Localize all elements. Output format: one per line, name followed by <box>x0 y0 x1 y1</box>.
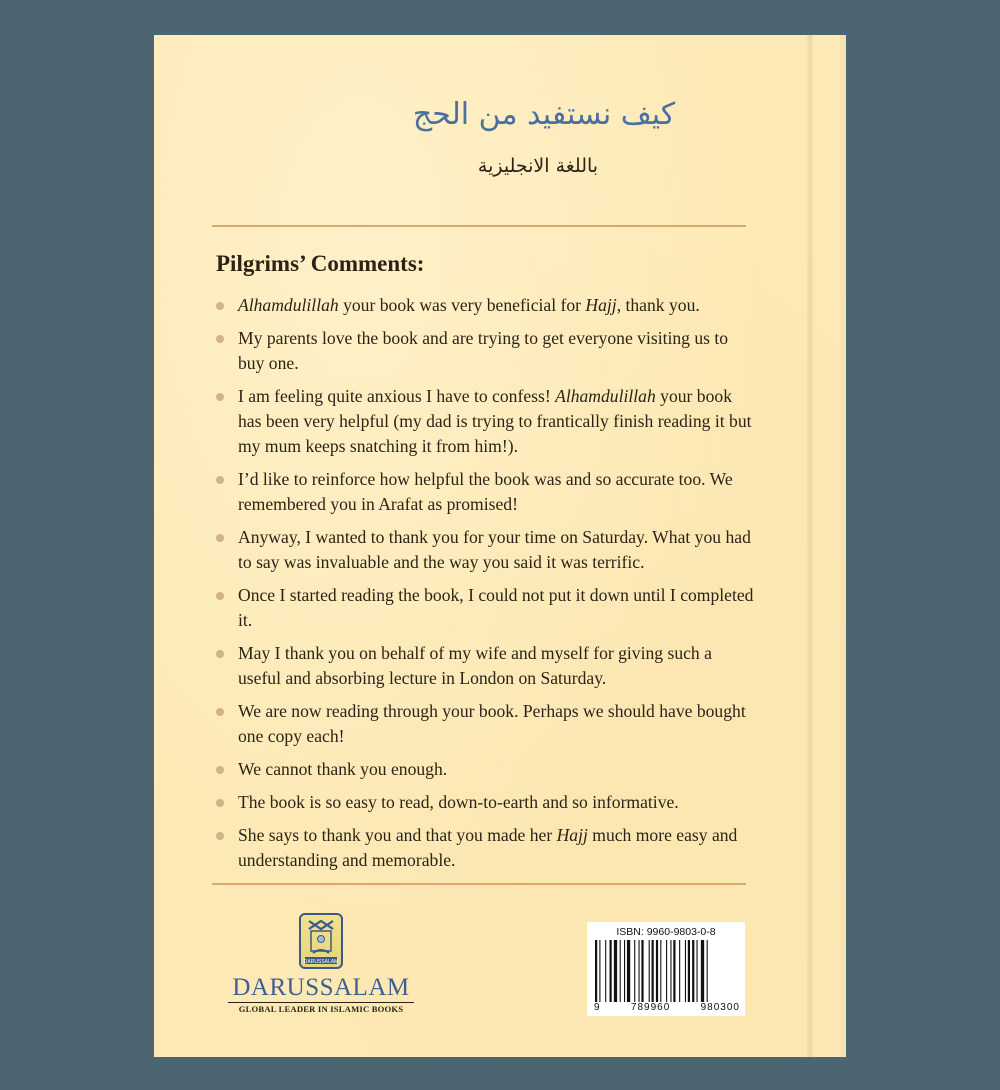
book-back-cover <box>154 35 846 1057</box>
comment-item <box>216 757 756 782</box>
barcode-digit-group: 9 <box>594 1002 601 1013</box>
bullet-icon <box>216 335 224 343</box>
spine-crease <box>806 35 814 1057</box>
comment-text: I am feeling quite anxious I have to confess! <box>238 386 556 406</box>
bullet-icon <box>216 476 224 484</box>
bullet-icon <box>216 592 224 600</box>
bullet-icon <box>216 393 224 401</box>
barcode-digits <box>593 1002 741 1013</box>
bullet-icon <box>216 534 224 542</box>
comment-item <box>216 699 756 749</box>
divider-bottom <box>212 883 746 885</box>
comment-emphasis: Alhamdulillah <box>555 386 656 406</box>
comment-item <box>216 525 756 575</box>
comment-text: your book has been very helpful (my dad is trying to frantically finish reading it but my mum keeps snatching it from him!). <box>238 386 752 456</box>
publisher-underline <box>228 1002 414 1003</box>
comment-text: She says to thank you and that you made her <box>238 825 557 845</box>
spine-edge <box>840 35 846 1057</box>
comment-text: much more easy and understanding and memorable. <box>238 825 738 870</box>
bullet-icon <box>216 766 224 774</box>
bullet-icon <box>216 708 224 716</box>
comment-text: I’d like to reinforce how helpful the book was and so accurate too. We remembered you in Arafat as promised! <box>238 469 733 514</box>
comment-emphasis: Alhamdulillah <box>238 295 339 315</box>
comment-item <box>216 293 756 318</box>
comments-list <box>216 293 756 881</box>
comment-item <box>216 326 756 376</box>
comment-text: , thank you. <box>616 295 700 315</box>
comment-item <box>216 467 756 517</box>
arabic-subtitle: باللغة الانجليزية <box>477 155 599 177</box>
barcode-bars-icon <box>595 940 737 1002</box>
barcode-digit-group: 789960 <box>630 1002 671 1013</box>
bullet-icon <box>216 302 224 310</box>
comment-item <box>216 583 756 633</box>
comment-text: We cannot thank you enough. <box>238 759 448 779</box>
comment-text: The book is so easy to read, down-to-earth and so informative. <box>238 792 679 812</box>
arabic-title: كيف نستفيد من الحج <box>412 97 676 132</box>
publisher-name: DARUSSALAM <box>232 974 410 1001</box>
comment-text: your book was very beneficial for <box>338 295 586 315</box>
publisher-tagline: GLOBAL LEADER IN ISLAMIC BOOKS <box>238 1004 404 1014</box>
publisher-logo <box>226 913 416 1014</box>
barcode-digit-group: 980300 <box>700 1002 740 1013</box>
isbn-barcode <box>587 922 745 1016</box>
bullet-icon <box>216 832 224 840</box>
comment-text: Anyway, I wanted to thank you for your time on Saturday. What you had to say was invaluable and the way you said it was terrific. <box>238 527 751 572</box>
comment-emphasis: Hajj <box>585 295 617 315</box>
comment-item <box>216 823 756 873</box>
comment-text: Once I started reading the book, I could not put it down until I completed it. <box>238 585 754 630</box>
comment-emphasis: Hajj <box>556 825 588 845</box>
comment-text: My parents love the book and are trying to get everyone visiting us to buy one. <box>238 328 729 373</box>
bullet-icon <box>216 650 224 658</box>
isbn-label: ISBN: 9960-9803-0-8 <box>616 926 716 938</box>
comment-item <box>216 790 756 815</box>
comment-text: May I thank you on behalf of my wife and myself for giving such a useful and absorbing lecture in London on Saturday. <box>238 643 712 688</box>
book-emblem-icon <box>299 913 343 969</box>
comment-item <box>216 384 756 459</box>
bullet-icon <box>216 799 224 807</box>
comments-heading: Pilgrims’ Comments: <box>216 251 425 276</box>
comment-item <box>216 641 756 691</box>
svg-text:DARUSSALAM: DARUSSALAM <box>303 959 339 965</box>
comment-text: We are now reading through your book. Perhaps we should have bought one copy each! <box>238 701 746 746</box>
divider-top <box>212 225 746 227</box>
